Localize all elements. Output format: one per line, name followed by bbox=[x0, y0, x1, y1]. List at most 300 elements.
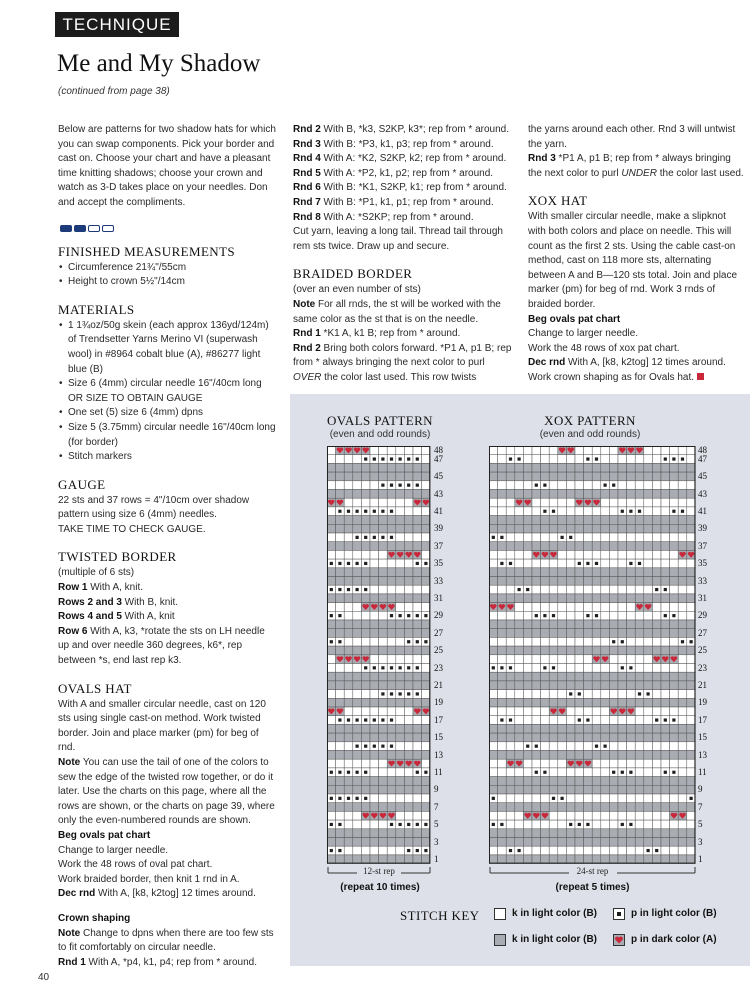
purl-dot-mark bbox=[407, 692, 410, 695]
chart-cell bbox=[523, 733, 532, 742]
chart-cell bbox=[327, 664, 336, 673]
chart-cell bbox=[566, 603, 575, 612]
chart-cell bbox=[532, 498, 541, 507]
chart-cell bbox=[609, 550, 618, 559]
chart-cell bbox=[609, 811, 618, 820]
chart-cell bbox=[327, 803, 336, 812]
chart-cell bbox=[601, 716, 610, 725]
chart-cell bbox=[635, 637, 644, 646]
chart-cell bbox=[627, 472, 636, 481]
chart-cell bbox=[592, 777, 601, 786]
chart-cell bbox=[558, 803, 567, 812]
chart-cell bbox=[566, 629, 575, 638]
chart-cell bbox=[361, 707, 370, 716]
chart-cell bbox=[592, 664, 601, 673]
chart-cell bbox=[635, 846, 644, 855]
chart-cell bbox=[609, 463, 618, 472]
chart-cell bbox=[532, 655, 541, 664]
row-text: With A, knit. bbox=[87, 582, 144, 594]
chart-cell bbox=[558, 463, 567, 472]
purl-dot-mark bbox=[509, 562, 512, 565]
chart-cell bbox=[422, 490, 431, 499]
chart-cell bbox=[336, 594, 345, 603]
chart-cell bbox=[379, 559, 388, 568]
row-number-label: 35 bbox=[698, 558, 707, 569]
chart-cell bbox=[687, 759, 696, 768]
chart-cell bbox=[336, 838, 345, 847]
purl-dot-mark bbox=[390, 510, 393, 513]
chart-cell bbox=[404, 603, 413, 612]
chart-cell bbox=[489, 463, 498, 472]
chart-cell bbox=[635, 498, 644, 507]
chart-cell bbox=[336, 516, 345, 525]
chart-cell bbox=[558, 820, 567, 829]
chart-cell bbox=[489, 498, 498, 507]
chart-cell bbox=[566, 707, 575, 716]
chart-cell bbox=[361, 759, 370, 768]
chart-cell bbox=[609, 646, 618, 655]
chart-cell bbox=[575, 637, 584, 646]
chart-cell bbox=[549, 768, 558, 777]
chart-cell bbox=[379, 611, 388, 620]
chart-cell bbox=[344, 681, 353, 690]
chart-cell bbox=[498, 507, 507, 516]
chart-cell bbox=[336, 785, 345, 794]
chart-cell bbox=[506, 681, 515, 690]
chart-cell bbox=[575, 620, 584, 629]
chart-cell bbox=[618, 516, 627, 525]
purl-dot-mark bbox=[655, 588, 658, 591]
chart-cell bbox=[353, 759, 362, 768]
chart-cell bbox=[541, 629, 550, 638]
chart-cell bbox=[506, 585, 515, 594]
chart-cell bbox=[523, 794, 532, 803]
chart-cell bbox=[413, 803, 422, 812]
chart-cell bbox=[575, 472, 584, 481]
chart-cell bbox=[601, 672, 610, 681]
row-number-label: 29 bbox=[698, 610, 707, 621]
chart-cell bbox=[413, 516, 422, 525]
chart-cell bbox=[601, 568, 610, 577]
chart-cell bbox=[678, 446, 687, 455]
chart-cell bbox=[344, 785, 353, 794]
chart-cell bbox=[498, 446, 507, 455]
chart-cell bbox=[327, 742, 336, 751]
chart-cell bbox=[609, 681, 618, 690]
chart-cell bbox=[413, 507, 422, 516]
chart-cell bbox=[370, 620, 379, 629]
purl-dot-mark bbox=[586, 457, 589, 460]
chart-cell bbox=[489, 777, 498, 786]
purl-dot-mark bbox=[356, 562, 359, 565]
chart-cell bbox=[396, 637, 405, 646]
chart-cell bbox=[549, 490, 558, 499]
chart-cell bbox=[670, 777, 679, 786]
chart-cell bbox=[618, 603, 627, 612]
chart-cell bbox=[566, 507, 575, 516]
purl-dot-mark bbox=[543, 614, 546, 617]
chart-cell bbox=[652, 838, 661, 847]
chart-cell bbox=[370, 785, 379, 794]
chart-cell bbox=[627, 759, 636, 768]
chart-cell bbox=[541, 559, 550, 568]
chart-cell bbox=[515, 516, 524, 525]
chart-cell bbox=[344, 672, 353, 681]
chart-cell bbox=[523, 716, 532, 725]
chart-cell bbox=[353, 724, 362, 733]
chart-cell bbox=[506, 777, 515, 786]
chart-cell bbox=[327, 568, 336, 577]
chart-cell bbox=[361, 620, 370, 629]
chart-cell bbox=[592, 785, 601, 794]
instruction-line: Work braided border, then knit 1 rnd in A. bbox=[58, 873, 240, 885]
row-number-label: 31 bbox=[434, 592, 443, 603]
chart-cell bbox=[344, 455, 353, 464]
chart-cell bbox=[387, 733, 396, 742]
chart-cell bbox=[558, 724, 567, 733]
chart-cell bbox=[549, 629, 558, 638]
chart-cell bbox=[541, 594, 550, 603]
chart-cell bbox=[609, 490, 618, 499]
chart-cell bbox=[584, 463, 593, 472]
chart-cell bbox=[592, 672, 601, 681]
purl-dot-mark bbox=[373, 457, 376, 460]
chart-cell bbox=[515, 533, 524, 542]
chart-cell bbox=[379, 498, 388, 507]
chart-cell bbox=[670, 568, 679, 577]
chart-cell bbox=[498, 681, 507, 690]
row-number-label: 45 bbox=[434, 471, 443, 482]
chart-cell bbox=[687, 803, 696, 812]
chart-cell bbox=[396, 490, 405, 499]
chart-cell bbox=[566, 455, 575, 464]
row-label: Rows 2 and 3 bbox=[58, 596, 122, 608]
chart-cell bbox=[489, 585, 498, 594]
chart-cell bbox=[344, 646, 353, 655]
chart-cell bbox=[566, 620, 575, 629]
chart-cell bbox=[670, 629, 679, 638]
chart-cell bbox=[353, 698, 362, 707]
chart-cell bbox=[644, 785, 653, 794]
chart-cell bbox=[584, 524, 593, 533]
chart-cell bbox=[379, 785, 388, 794]
chart-cell bbox=[532, 716, 541, 725]
chart-cell bbox=[422, 472, 431, 481]
chart-cell bbox=[635, 759, 644, 768]
chart-cell bbox=[635, 838, 644, 847]
ovals-hat-text: With A and smaller circular needle, cast on 120 sts using single cast-on method. Work twisted border. Join and place marker (pm) for beg of rnd. bbox=[58, 698, 266, 754]
chart-cell bbox=[379, 620, 388, 629]
chart-cell bbox=[687, 672, 696, 681]
ovals-repeat: (repeat 10 times) bbox=[340, 882, 420, 893]
chart-cell bbox=[558, 568, 567, 577]
purl-dot-mark bbox=[364, 562, 367, 565]
chart-cell bbox=[523, 490, 532, 499]
chart-cell bbox=[379, 550, 388, 559]
chart-cell bbox=[601, 768, 610, 777]
chart-cell bbox=[592, 751, 601, 760]
purl-dot-mark bbox=[330, 849, 333, 852]
chart-cell bbox=[661, 603, 670, 612]
chart-cell bbox=[670, 516, 679, 525]
chart-cell bbox=[489, 803, 498, 812]
chart-cell bbox=[523, 524, 532, 533]
purl-dot-mark bbox=[535, 484, 538, 487]
chart-cell bbox=[532, 838, 541, 847]
chart-cell bbox=[336, 463, 345, 472]
chart-cell bbox=[541, 785, 550, 794]
chart-cell bbox=[652, 751, 661, 760]
chart-cell bbox=[592, 568, 601, 577]
chart-cell bbox=[404, 855, 413, 864]
chart-cell bbox=[387, 585, 396, 594]
continued-note: (continued from page 38) bbox=[58, 86, 170, 97]
chart-cell bbox=[609, 785, 618, 794]
chart-cell bbox=[422, 681, 431, 690]
chart-cell bbox=[422, 724, 431, 733]
chart-cell bbox=[601, 855, 610, 864]
chart-cell bbox=[678, 533, 687, 542]
chart-cell bbox=[627, 690, 636, 699]
chart-cell bbox=[344, 690, 353, 699]
chart-cell bbox=[592, 463, 601, 472]
chart-cell bbox=[627, 629, 636, 638]
chart-cell bbox=[489, 742, 498, 751]
row-number-label: 29 bbox=[434, 610, 443, 621]
chart-cell bbox=[678, 524, 687, 533]
chart-cell bbox=[344, 733, 353, 742]
chart-cell bbox=[541, 490, 550, 499]
chart-cell bbox=[670, 490, 679, 499]
chart-cell bbox=[635, 855, 644, 864]
chart-cell bbox=[601, 794, 610, 803]
chart-cell bbox=[541, 716, 550, 725]
purl-dot-mark bbox=[399, 823, 402, 826]
purl-dot-mark bbox=[338, 510, 341, 513]
chart-cell bbox=[532, 603, 541, 612]
chart-cell bbox=[404, 516, 413, 525]
chart-cell bbox=[609, 759, 618, 768]
chart-cell bbox=[422, 603, 431, 612]
chart-cell bbox=[627, 811, 636, 820]
chart-cell bbox=[575, 603, 584, 612]
chart-cell bbox=[515, 472, 524, 481]
chart-cell bbox=[549, 672, 558, 681]
chart-cell bbox=[652, 672, 661, 681]
chart-cell bbox=[413, 629, 422, 638]
chart-cell bbox=[523, 620, 532, 629]
chart-cell bbox=[678, 855, 687, 864]
end-square-icon bbox=[697, 373, 704, 380]
chart-cell bbox=[566, 559, 575, 568]
chart-cell bbox=[644, 577, 653, 586]
chart-cell bbox=[515, 707, 524, 716]
chart-cell bbox=[652, 707, 661, 716]
purl-dot-mark bbox=[416, 692, 419, 695]
chart-cell bbox=[336, 629, 345, 638]
chart-cell bbox=[498, 498, 507, 507]
chart-cell bbox=[627, 716, 636, 725]
chart-cell bbox=[575, 681, 584, 690]
purl-dot-mark bbox=[338, 640, 341, 643]
chart-cell bbox=[379, 698, 388, 707]
chart-cell bbox=[523, 751, 532, 760]
chart-cell bbox=[575, 655, 584, 664]
chart-cell bbox=[532, 733, 541, 742]
chart-cell bbox=[387, 768, 396, 777]
chart-cell bbox=[379, 490, 388, 499]
instruction-line: Change to larger needle. bbox=[58, 844, 169, 856]
chart-cell bbox=[584, 777, 593, 786]
chart-cell bbox=[523, 559, 532, 568]
chart-cell bbox=[532, 820, 541, 829]
chart-cell bbox=[661, 733, 670, 742]
chart-cell bbox=[404, 681, 413, 690]
chart-cell bbox=[635, 698, 644, 707]
chart-cell bbox=[422, 838, 431, 847]
chart-cell bbox=[644, 664, 653, 673]
row-number-label: 25 bbox=[434, 645, 443, 656]
row-text: With B, knit. bbox=[121, 596, 179, 608]
purl-dot-mark bbox=[416, 457, 419, 460]
chart-cell bbox=[687, 455, 696, 464]
chart-cell bbox=[601, 542, 610, 551]
row-number-label: 19 bbox=[698, 697, 707, 708]
chart-cell bbox=[489, 550, 498, 559]
chart-cell bbox=[498, 550, 507, 559]
chart-cell bbox=[575, 803, 584, 812]
chart-cell bbox=[678, 716, 687, 725]
chart-cell bbox=[644, 507, 653, 516]
chart-cell bbox=[670, 785, 679, 794]
chart-cell bbox=[379, 577, 388, 586]
chart-cell bbox=[661, 698, 670, 707]
chart-cell bbox=[387, 472, 396, 481]
chart-cell bbox=[601, 577, 610, 586]
chart-cell bbox=[558, 550, 567, 559]
materials-list bbox=[58, 319, 278, 465]
chart-cell bbox=[549, 603, 558, 612]
chart-cell bbox=[601, 498, 610, 507]
chart-cell bbox=[592, 490, 601, 499]
chart-cell bbox=[506, 568, 515, 577]
chart-cell bbox=[566, 698, 575, 707]
crown-rnd: Rnd 4 With A: *K2, S2KP, k2; rep from * around. bbox=[293, 153, 507, 165]
chart-cell bbox=[635, 707, 644, 716]
chart-cell bbox=[361, 672, 370, 681]
chart-cell bbox=[532, 664, 541, 673]
chart-cell bbox=[652, 637, 661, 646]
row-number-label: 31 bbox=[698, 592, 707, 603]
chart-cell bbox=[678, 620, 687, 629]
purl-dot-mark bbox=[500, 562, 503, 565]
chart-cell bbox=[661, 516, 670, 525]
chart-cell bbox=[344, 481, 353, 490]
chart-cell bbox=[413, 577, 422, 586]
chart-cell bbox=[422, 785, 431, 794]
chart-cell bbox=[336, 759, 345, 768]
purl-dot-mark bbox=[347, 718, 350, 721]
chart-cell bbox=[609, 777, 618, 786]
chart-cell bbox=[635, 794, 644, 803]
chart-cell bbox=[506, 463, 515, 472]
chart-cell bbox=[344, 846, 353, 855]
chart-cell bbox=[687, 611, 696, 620]
chart-cell bbox=[549, 751, 558, 760]
ovals-chart-subtitle: (even and odd rounds) bbox=[329, 429, 431, 440]
rnd-3-text: Rnd 3 *P1 A, p1 B; rep from * always bringing the next color to purl UNDER the color last used. bbox=[528, 153, 744, 179]
chart-cell bbox=[404, 463, 413, 472]
chart-cell bbox=[336, 664, 345, 673]
chart-cell bbox=[644, 794, 653, 803]
chart-cell bbox=[489, 646, 498, 655]
chart-cell bbox=[592, 481, 601, 490]
chart-cell bbox=[353, 803, 362, 812]
chart-cell bbox=[498, 777, 507, 786]
chart-cell bbox=[489, 490, 498, 499]
chart-cell bbox=[344, 516, 353, 525]
purl-dot-mark bbox=[664, 718, 667, 721]
chart-cell bbox=[678, 664, 687, 673]
purl-dot-mark bbox=[381, 692, 384, 695]
chart-cell bbox=[618, 751, 627, 760]
chart-cell bbox=[566, 481, 575, 490]
chart-cell bbox=[541, 577, 550, 586]
chart-cell bbox=[515, 637, 524, 646]
chart-cell bbox=[387, 855, 396, 864]
chart-cell bbox=[515, 716, 524, 725]
purl-dot-mark bbox=[672, 614, 675, 617]
chart-cell bbox=[515, 698, 524, 707]
purl-dot-mark bbox=[526, 588, 529, 591]
chart-cell bbox=[541, 524, 550, 533]
chart-cell bbox=[661, 742, 670, 751]
chart-cell bbox=[627, 698, 636, 707]
chart-cell bbox=[549, 811, 558, 820]
chart-cell bbox=[618, 838, 627, 847]
chart-cell bbox=[404, 768, 413, 777]
chart-cell bbox=[627, 681, 636, 690]
chart-cell bbox=[498, 672, 507, 681]
purl-dot-mark bbox=[672, 457, 675, 460]
chart-cell bbox=[566, 838, 575, 847]
chart-cell bbox=[379, 733, 388, 742]
chart-cell bbox=[566, 724, 575, 733]
purl-dot-mark bbox=[407, 614, 410, 617]
purl-dot-mark bbox=[655, 718, 658, 721]
chart-cell bbox=[498, 524, 507, 533]
chart-cell bbox=[370, 446, 379, 455]
chart-cell bbox=[336, 855, 345, 864]
purl-dot-mark bbox=[543, 666, 546, 669]
chart-cell bbox=[515, 646, 524, 655]
purl-dot-mark bbox=[629, 562, 632, 565]
chart-cell bbox=[370, 577, 379, 586]
purl-dot-mark bbox=[416, 484, 419, 487]
chart-cell bbox=[609, 733, 618, 742]
chart-cell bbox=[404, 533, 413, 542]
xox-chart bbox=[489, 446, 696, 864]
chart-cell bbox=[670, 603, 679, 612]
chart-cell bbox=[618, 759, 627, 768]
chart-cell bbox=[396, 733, 405, 742]
section-tag: TECHNIQUE bbox=[55, 12, 179, 37]
chart-cell bbox=[687, 681, 696, 690]
chart-cell bbox=[678, 690, 687, 699]
chart-cell bbox=[361, 838, 370, 847]
purl-dot-mark bbox=[407, 849, 410, 852]
crown-shaping-label: Crown shaping bbox=[58, 912, 131, 924]
